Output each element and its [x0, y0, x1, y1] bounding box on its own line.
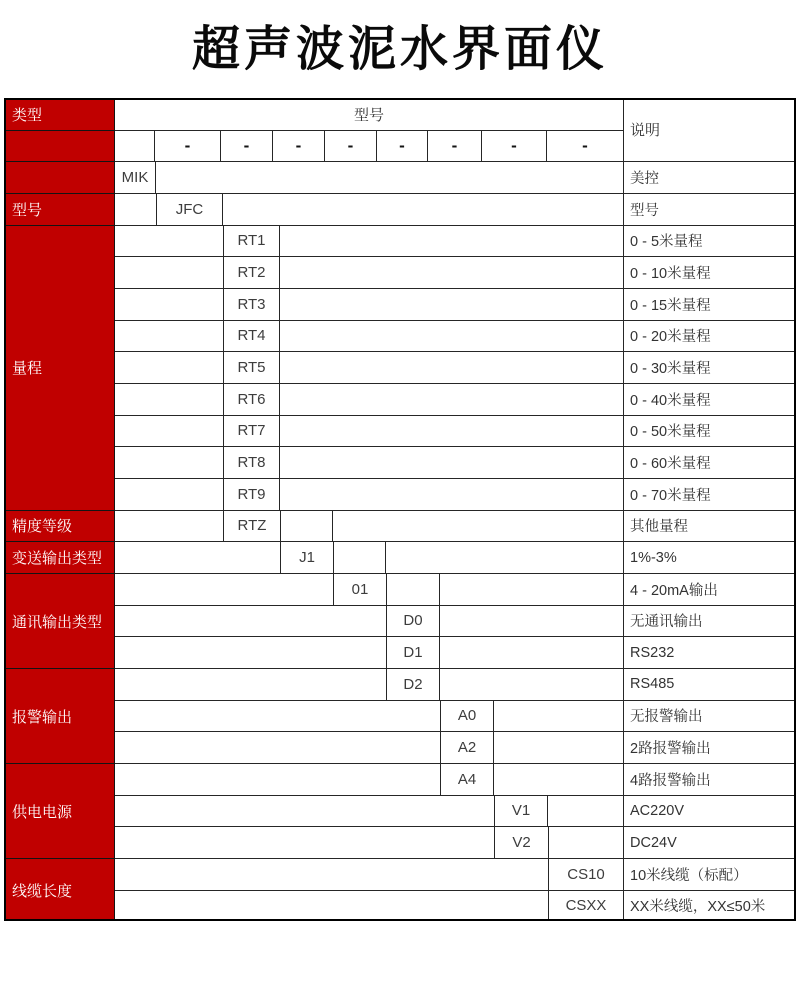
description-cell: 美控: [623, 162, 796, 193]
group-label: 型号: [12, 201, 43, 219]
group-cell-empty: [4, 130, 115, 161]
code-cell: RTZ: [223, 511, 280, 542]
table-row: [115, 383, 796, 415]
group-label: 精度等级: [12, 518, 73, 536]
description-cell: 0 - 30米量程: [623, 352, 796, 383]
table-row: [115, 826, 796, 858]
dash-separator: -: [376, 131, 427, 161]
group-label: 通讯输出类型: [12, 613, 103, 631]
group-cell-accuracy: [4, 510, 115, 542]
table-row: [115, 573, 796, 605]
table-row: [115, 478, 796, 510]
table-row: [115, 763, 796, 795]
description-cell: 0 - 50米量程: [623, 416, 796, 447]
description-cell: RS232: [623, 637, 796, 668]
table-row: [115, 193, 796, 225]
code-cell: A4: [440, 764, 494, 795]
code-cell: V1: [494, 796, 548, 827]
group-label: 报警输出: [12, 708, 73, 726]
code-cell: A2: [440, 732, 494, 763]
group-cell-transmit-output: [4, 541, 115, 573]
description-cell: 4路报警输出: [623, 764, 796, 795]
table-row: [115, 288, 796, 320]
table-row: [115, 256, 796, 288]
table-row: [115, 320, 796, 352]
page-title: 超声波泥水界面仪: [191, 23, 608, 76]
code-cell: J1: [280, 542, 333, 573]
code-cell: A0: [440, 701, 494, 732]
code-cell: RT9: [223, 479, 280, 510]
table-row: [115, 446, 796, 478]
group-label: 类型: [12, 106, 43, 124]
code-cell: 01: [333, 574, 386, 605]
description-cell: RS485: [623, 669, 796, 700]
description-cell: 10米线缆（标配）: [623, 859, 796, 890]
table-row: [115, 415, 796, 447]
dash-separator: -: [324, 131, 376, 161]
dash-separator: -: [481, 131, 546, 161]
table-row: [115, 225, 796, 257]
group-cell-range: [4, 225, 115, 510]
table-row: [115, 541, 796, 573]
description-cell: 0 - 60米量程: [623, 447, 796, 478]
dash-separator: -: [154, 131, 220, 161]
code-cell: RT4: [223, 321, 280, 352]
description-cell: 0 - 40米量程: [623, 384, 796, 415]
code-cell: CS10: [548, 859, 623, 890]
table-row: [115, 161, 796, 193]
table-row: [115, 700, 796, 732]
group-label: 供电电源: [12, 803, 73, 821]
table-row: [115, 795, 796, 827]
group-cell-model: [4, 193, 115, 225]
code-cell: RT1: [223, 226, 280, 257]
description-cell: 无通讯输出: [623, 606, 796, 637]
group-label: 变送输出类型: [12, 550, 103, 568]
code-cell: MIK: [115, 162, 156, 193]
group-cell-alarm-output: [4, 668, 115, 763]
group-cell-empty: [4, 161, 115, 193]
code-cell: V2: [494, 827, 548, 858]
code-cell: JFC: [156, 194, 223, 225]
group-cell-cable-length: [4, 858, 115, 921]
table-header-row: [115, 98, 623, 130]
group-cell-comm-output: [4, 573, 115, 668]
table-row: [115, 351, 796, 383]
dash-row: [115, 130, 623, 161]
empty-cell: [548, 827, 623, 858]
code-cell: RT5: [223, 352, 280, 383]
description-cell: 0 - 20米量程: [623, 321, 796, 352]
table-row: [115, 636, 796, 668]
table-row: [115, 890, 796, 922]
code-cell: D2: [386, 669, 440, 700]
description-cell: 0 - 70米量程: [623, 479, 796, 510]
dash-separator: -: [427, 131, 481, 161]
empty-cell: [333, 542, 386, 573]
description-cell: 型号: [623, 194, 796, 225]
code-cell: CSXX: [548, 891, 623, 922]
group-cell-power-supply: [4, 763, 115, 858]
dash-spacer: [115, 131, 154, 161]
code-cell: D1: [386, 637, 440, 668]
dash-separator: -: [272, 131, 324, 161]
model-number-header-cell: 型号: [353, 106, 384, 124]
description-cell: 0 - 10米量程: [623, 257, 796, 288]
table-row: [115, 510, 796, 542]
empty-cell: [386, 574, 440, 605]
description-cell: XX米线缆，XX≤50米: [623, 891, 796, 922]
table-row: [115, 605, 796, 637]
table-row: [115, 731, 796, 763]
code-cell: RT3: [223, 289, 280, 320]
code-cell: RT8: [223, 447, 280, 478]
empty-cell: [280, 511, 333, 542]
description-cell: 0 - 15米量程: [623, 289, 796, 320]
dash-separator: -: [220, 131, 272, 161]
code-cell: D0: [386, 606, 440, 637]
code-cell: RT7: [223, 416, 280, 447]
code-cell: RT6: [223, 384, 280, 415]
code-cell: RT2: [223, 257, 280, 288]
group-label: 线缆长度: [12, 882, 73, 900]
description-cell: 1%-3%: [623, 542, 796, 573]
description-cell: 2路报警输出: [623, 732, 796, 763]
description-cell: 4 - 20mA输出: [623, 574, 796, 605]
group-cell-category: [4, 98, 115, 130]
description-header-cell: 说明: [623, 98, 796, 161]
description-cell: 其他量程: [623, 511, 796, 542]
description-cell: DC24V: [623, 827, 796, 858]
description-cell: 无报警输出: [623, 701, 796, 732]
table-row: [115, 858, 796, 890]
description-cell: AC220V: [623, 796, 796, 827]
dash-separator: -: [546, 131, 623, 161]
group-label: 量程: [12, 360, 43, 378]
description-cell: 0 - 5米量程: [623, 226, 796, 257]
table-row: [115, 668, 796, 700]
